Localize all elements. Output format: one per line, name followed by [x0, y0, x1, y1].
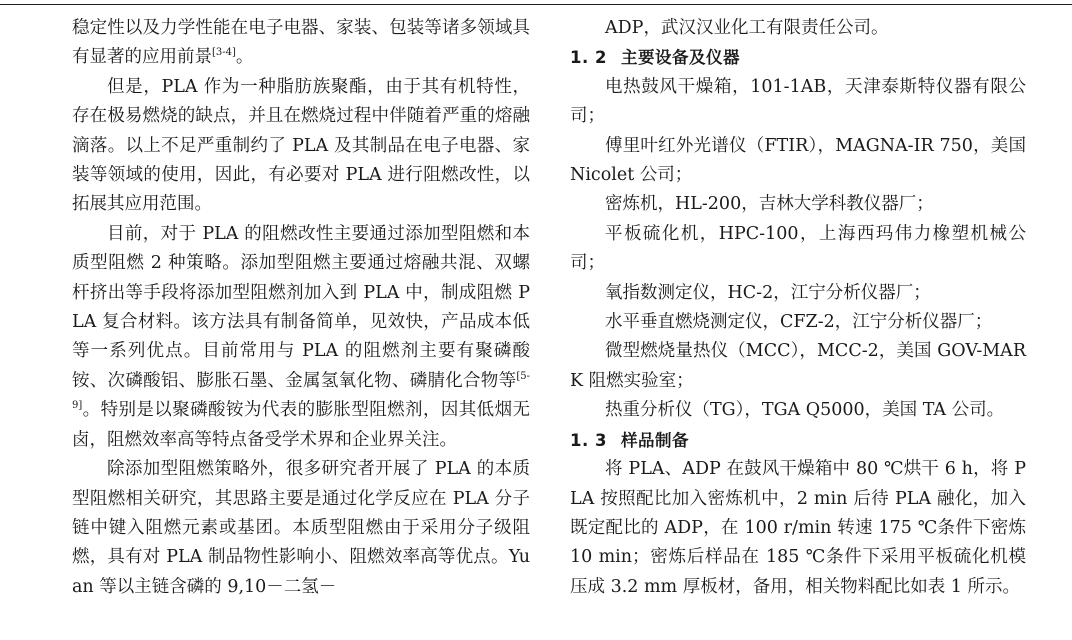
- paragraph-text: 目前，对于 PLA 的阻燃改性主要通过添加型阻燃和本质型阻燃 2 种策略。添加型阻燃主要通过熔融共混、双螺杆挤出等手段将添加型阻燃剂加入到 PLA 中，制成阻燃 PLA 复合材料。该方法具有制备简单，见效快，产品成本低等一系列优点。目前常用与 PLA 的阻燃剂主要有聚磷酸铵、次磷酸铝、膨胀石墨、金属氢氧化物、磷腈化合物等: [72, 223, 530, 391]
- paragraph-sample-preparation: 将 PLA、ADP 在鼓风干燥箱中 80 ℃烘干 6 h，将 PLA 按照配比加入密炼机中，2 min 后待 PLA 融化，加入既定配比的 ADP，在 100 r/min 转速 175 ℃条件下密炼 10 min；密炼后样品在 185 ℃条件下采用平板硫化机模压成 3.2 mm 厚板材，备用，相关物料配比如表 1 所示。: [570, 459, 1026, 597]
- equipment-item: 平板硫化机，HPC-100，上海西玛伟力橡塑机械公司；: [570, 223, 1026, 274]
- paragraph-text: 。特别是以聚磷酸铵为代表的膨胀型阻燃剂，因其低烟无卤，阻燃效率高等特点备受学术界和企业界关注。: [72, 400, 530, 450]
- equipment-item: 电热鼓风干燥箱，101-1AB，天津泰斯特仪器有限公司；: [570, 76, 1026, 127]
- citation-ref: [5-9]: [72, 371, 530, 412]
- right-column: [570, 14, 1026, 602]
- left-column: [72, 14, 530, 602]
- equipment-item: 热重分析仪（TG），TGA Q5000，美国 TA 公司。: [605, 400, 1005, 421]
- equipment-item: 密炼机，HL-200，吉林大学科教仪器厂；: [605, 194, 934, 215]
- equipment-item: 氧指数测定仪，HC-2，江宁分析仪器厂；: [605, 282, 931, 303]
- section-heading-1-2: [570, 43, 1026, 72]
- section-heading-1-3: [570, 426, 1026, 455]
- paragraph-text: 。: [235, 47, 254, 68]
- header-rule: [0, 4, 1072, 5]
- paragraph-pla-flammability: 但是，PLA 作为一种脂肪族聚酯，由于其有机特性，存在极易燃烧的缺点，并且在燃烧过程中伴随着严重的熔融滴落。以上不足严重制约了 PLA 及其制品在电子电器、家装等领域的使用，因此，有必要对 PLA 进行阻燃改性，以拓展其应用范围。: [72, 76, 530, 215]
- paragraph-flame-retardant-strategies: [72, 220, 530, 455]
- paragraph-text: 稳定性以及力学性能在电子电器、家装、包装等诸多领域具有显著的应用前景: [72, 18, 530, 68]
- equipment-item: 水平垂直燃烧测定仪，CFZ-2，江宁分析仪器厂；: [605, 312, 993, 333]
- material-line: ADP，武汉汉业化工有限责任公司。: [605, 18, 889, 38]
- equipment-item: 微型燃烧量热仪（MCC），MCC-2，美国 GOV-MARK 阻燃实验室；: [570, 341, 1026, 391]
- section-title: 主要设备及仪器: [620, 48, 740, 68]
- paragraph-intro-tail: [72, 14, 530, 73]
- equipment-item: 傅里叶红外光谱仪（FTIR），MAGNA-IR 750，美国 Nicolet 公司；: [570, 135, 1026, 186]
- section-number: 1. 2: [570, 48, 607, 68]
- citation-ref: [3-4]: [212, 47, 236, 59]
- paragraph-intrinsic-retardance: 除添加型阻燃策略外，很多研究者开展了 PLA 的本质型阻燃相关研究，其思路主要是通过化学反应在 PLA 分子链中键入阻燃元素或基团。本质型阻燃由于采用分子级阻燃，具有对 PLA 制品物性影响小、阻燃效率高等优点。Yuan 等以主链含磷的 9,10－二氢－: [72, 459, 530, 597]
- section-number: 1. 3: [570, 430, 607, 450]
- section-title: 样品制备: [620, 430, 689, 450]
